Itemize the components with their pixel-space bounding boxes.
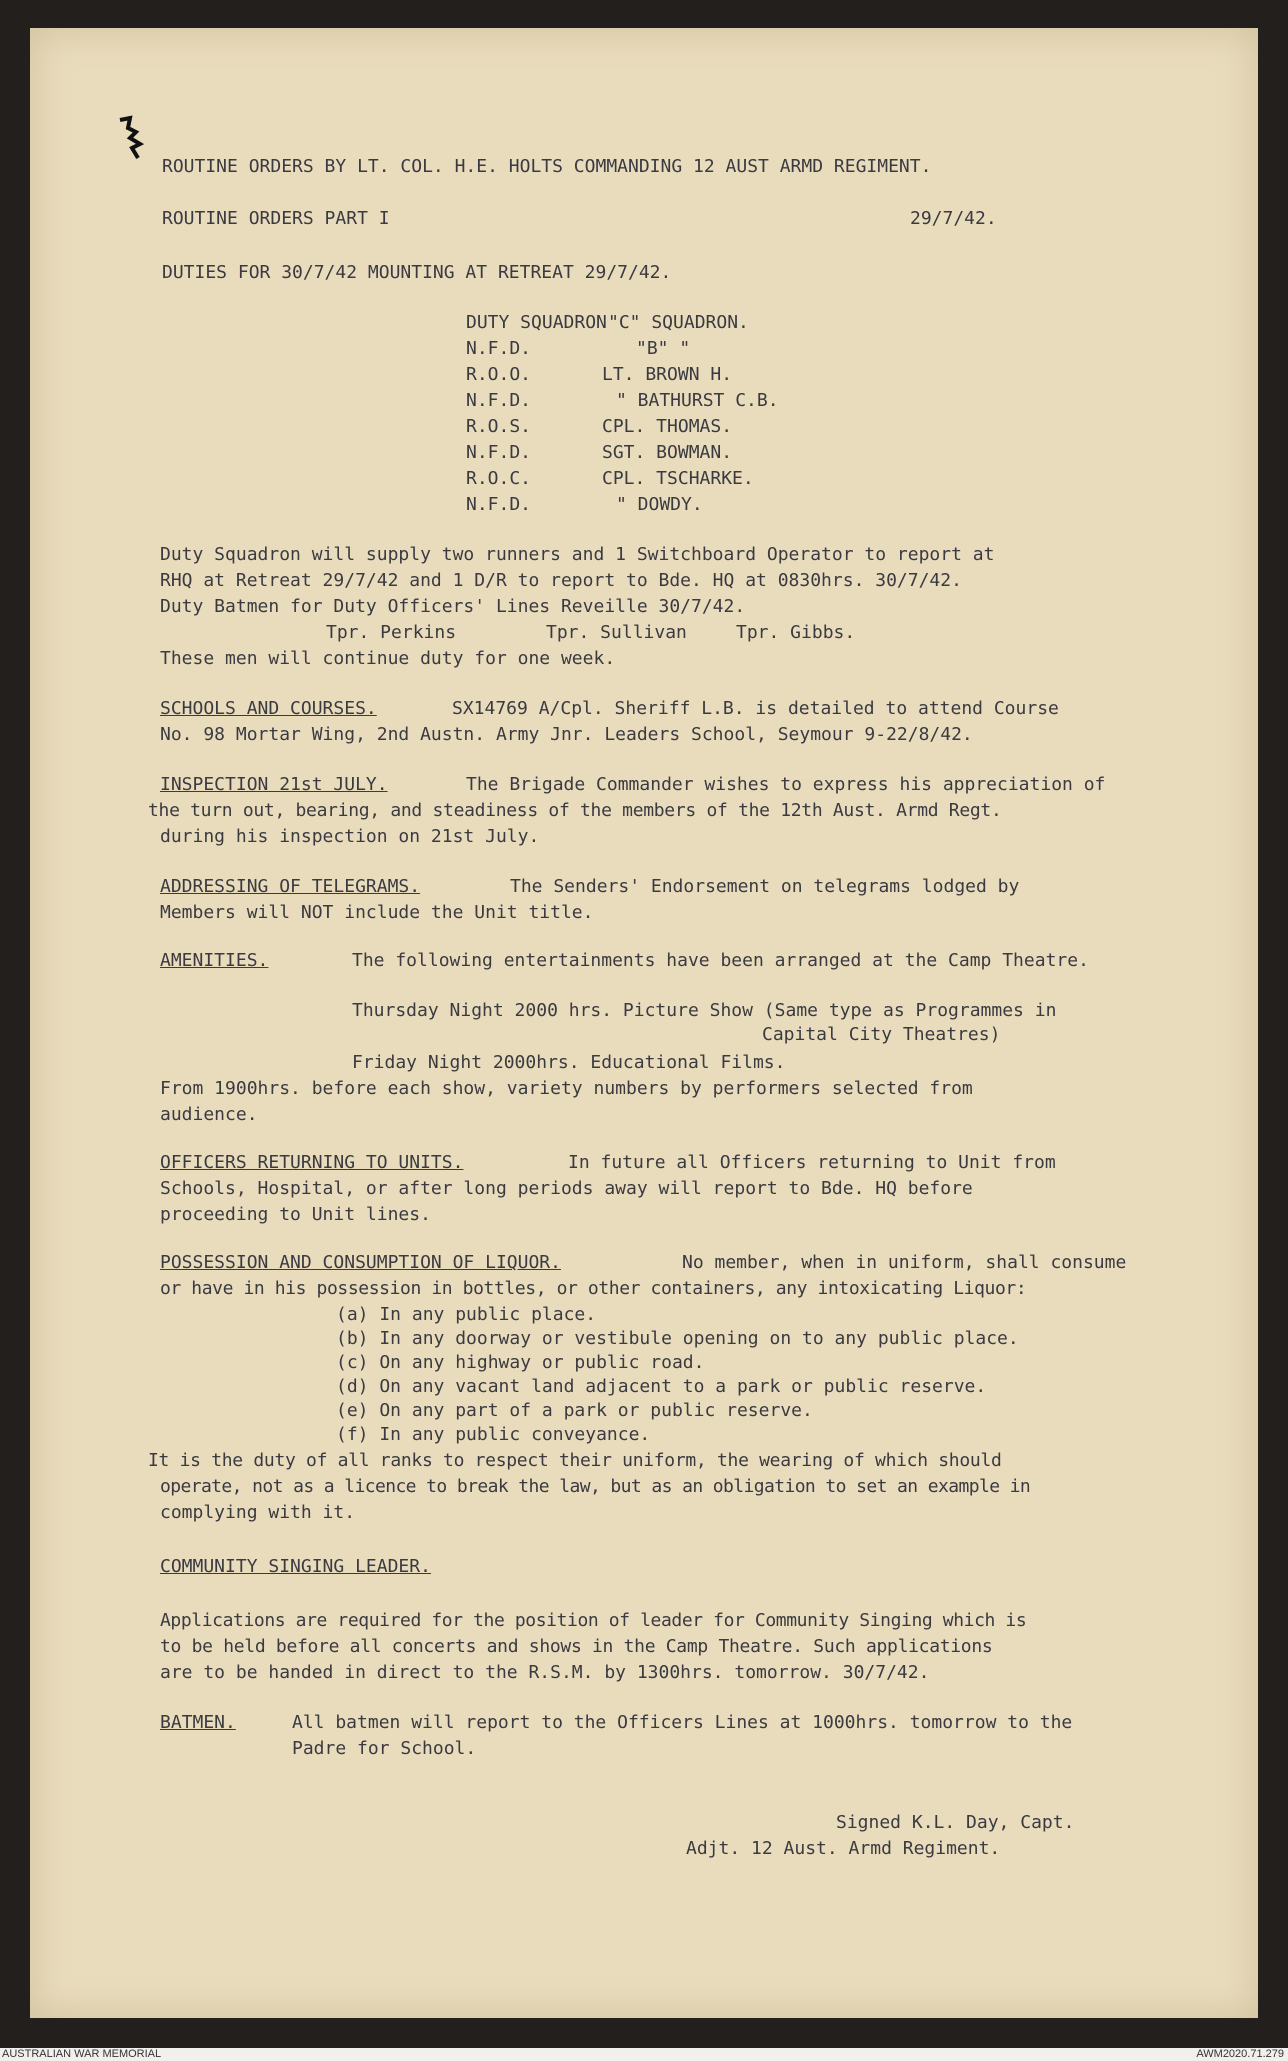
duty-role: N.F.D. <box>466 390 532 411</box>
singing-line: are to be handed in direct to the R.S.M. by 1300hrs. tomorrow. 30/7/42. <box>160 1662 930 1683</box>
amenities-friday: Friday Night 2000hrs. Educational Films. <box>352 1052 786 1073</box>
liquor-line: or have in his possession in bottles, or other containers, any intoxicating Liquor: <box>160 1278 1027 1299</box>
amenities-heading: AMENITIES. <box>160 950 269 971</box>
batmen-line: All batmen will report to the Officers Lines at 1000hrs. tomorrow to the <box>292 1712 1073 1733</box>
order-date: 29/7/42. <box>910 208 997 229</box>
duty-role: N.F.D. <box>466 442 532 463</box>
amenities-thursday: Thursday Night 2000 hrs. Picture Show (Same type as Programmes in <box>352 1000 1057 1021</box>
schools-line: No. 98 Mortar Wing, 2nd Austn. Army Jnr. Leaders School, Seymour 9-22/8/42. <box>160 724 973 745</box>
inspection-line: during his inspection on 21st July. <box>160 826 540 847</box>
duties-line: DUTIES FOR 30/7/42 MOUNTING AT RETREAT 29/7/42. <box>162 262 672 283</box>
batman-name: Tpr. Sullivan <box>546 622 687 643</box>
inspection-line: the turn out, bearing, and steadiness of the members of the 12th Aust. Armd Regt. <box>148 800 1002 821</box>
officers-line: In future all Officers returning to Unit from <box>568 1152 1056 1173</box>
routine-orders-title: ROUTINE ORDERS BY LT. COL. H.E. HOLTS COMMANDING 12 AUST ARMD REGIMENT. <box>162 156 932 177</box>
footer-credit: AUSTRALIAN WAR MEMORIAL <box>2 2048 162 2060</box>
signature-line: Adjt. 12 Aust. Armd Regiment. <box>686 1838 1001 1859</box>
staple-mark-icon <box>116 114 156 164</box>
officers-line: proceeding to Unit lines. <box>160 1204 431 1225</box>
liquor-close: It is the duty of all ranks to respect their uniform, the wearing of which should <box>148 1450 1002 1471</box>
duty-name: CPL. THOMAS. <box>602 416 733 437</box>
liquor-close: operate, not as a licence to break the law, but as an obligation to set an example in <box>160 1476 1031 1497</box>
duty-para-line: Duty Batmen for Duty Officers' Lines Reveille 30/7/42. <box>160 596 746 617</box>
inspection-heading: INSPECTION 21st JULY. <box>160 774 388 795</box>
footer-accession-number: AWM2020.71.279 <box>1196 2048 1284 2060</box>
duty-name: CPL. TSCHARKE. <box>602 468 754 489</box>
telegrams-heading: ADDRESSING OF TELEGRAMS. <box>160 876 421 897</box>
batmen-heading: BATMEN. <box>160 1712 236 1733</box>
liquor-item: (a) In any public place. <box>336 1304 597 1325</box>
duty-name: "B" " <box>636 338 691 359</box>
singing-line: to be held before all concerts and shows in the Camp Theatre. Such applications <box>160 1636 993 1657</box>
duty-role: R.O.O. <box>466 364 532 385</box>
duty-role: R.O.C. <box>466 468 532 489</box>
liquor-item: (c) On any highway or public road. <box>336 1352 705 1373</box>
batmen-line: Padre for School. <box>292 1738 477 1759</box>
schools-heading: SCHOOLS AND COURSES. <box>160 698 377 719</box>
liquor-line: No member, when in uniform, shall consume <box>682 1252 1127 1273</box>
duty-roster <box>466 310 866 530</box>
duty-para-line: These men will continue duty for one week. <box>160 648 616 669</box>
officers-line: Schools, Hospital, or after long periods away will report to Bde. HQ before <box>160 1178 973 1199</box>
liquor-heading: POSSESSION AND CONSUMPTION OF LIQUOR. <box>160 1252 561 1273</box>
batman-name: Tpr. Gibbs. <box>736 622 856 643</box>
telegrams-line: The Senders' Endorsement on telegrams lodged by <box>510 876 1020 897</box>
singing-heading: COMMUNITY SINGING LEADER. <box>160 1556 431 1577</box>
liquor-item: (b) In any doorway or vestibule opening on to any public place. <box>336 1328 1019 1349</box>
amenities-thursday-cont: Capital City Theatres) <box>762 1024 1001 1045</box>
duty-role: N.F.D. <box>466 338 532 359</box>
amenities-line: The following entertainments have been arranged at the Camp Theatre. <box>352 950 1089 971</box>
officers-heading: OFFICERS RETURNING TO UNITS. <box>160 1152 464 1173</box>
liquor-item: (f) In any public conveyance. <box>336 1424 651 1445</box>
duty-name: " DOWDY. <box>616 494 703 515</box>
duty-para-line: Duty Squadron will supply two runners and 1 Switchboard Operator to report at <box>160 544 995 565</box>
duty-name: LT. BROWN H. <box>602 364 733 385</box>
liquor-close: complying with it. <box>160 1502 356 1523</box>
routine-orders-part: ROUTINE ORDERS PART I <box>162 208 390 229</box>
duty-name: " BATHURST C.B. <box>616 390 779 411</box>
amenities-line: From 1900hrs. before each show, variety numbers by performers selected from <box>160 1078 973 1099</box>
signature-line: Signed K.L. Day, Capt. <box>836 1812 1075 1833</box>
duty-role: DUTY SQUADRON <box>466 312 607 333</box>
document-page <box>30 28 1258 2018</box>
amenities-line: audience. <box>160 1104 258 1125</box>
duty-name: SGT. BOWMAN. <box>602 442 733 463</box>
duty-role: R.O.S. <box>466 416 532 437</box>
duty-role: N.F.D. <box>466 494 532 515</box>
singing-line: Applications are required for the position of leader for Community Singing which is <box>160 1610 1027 1631</box>
batman-name: Tpr. Perkins <box>326 622 457 643</box>
liquor-item: (d) On any vacant land adjacent to a park or public reserve. <box>336 1376 987 1397</box>
inspection-line: The Brigade Commander wishes to express his appreciation of <box>466 774 1106 795</box>
duty-para-line: RHQ at Retreat 29/7/42 and 1 D/R to report to Bde. HQ at 0830hrs. 30/7/42. <box>160 570 962 591</box>
schools-line: SX14769 A/Cpl. Sheriff L.B. is detailed to attend Course <box>452 698 1059 719</box>
duty-name: "C" SQUADRON. <box>608 312 749 333</box>
telegrams-line: Members will NOT include the Unit title. <box>160 902 594 923</box>
liquor-item: (e) On any part of a park or public reserve. <box>336 1400 813 1421</box>
